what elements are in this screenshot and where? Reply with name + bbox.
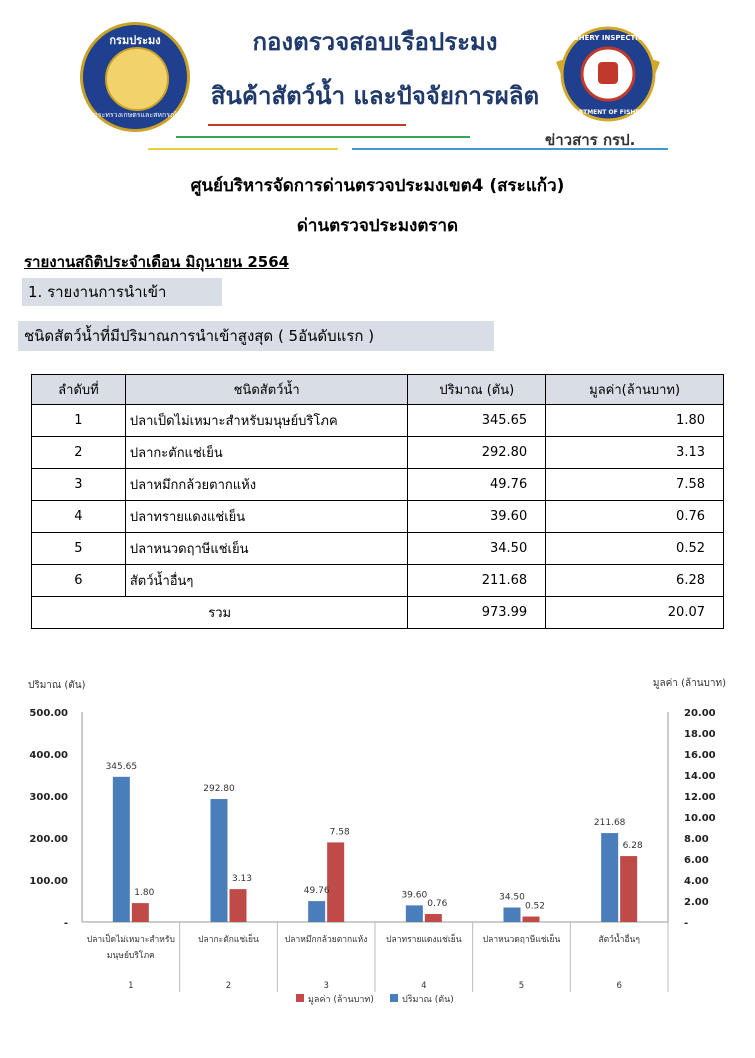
y2-tick-label: 16.00 <box>684 750 716 761</box>
cell-rank: 4 <box>32 501 126 533</box>
table-total-row <box>32 597 724 629</box>
y-axis-ticks <box>29 708 68 929</box>
table-row <box>32 533 724 565</box>
cell-rank: 5 <box>32 533 126 565</box>
x-rank-label: 6 <box>616 981 622 991</box>
y2-tick-label: 10.00 <box>684 813 716 824</box>
x-tick-label: ปลาทรายแดงแช่เย็น <box>386 935 462 945</box>
bar-quantity <box>406 905 423 922</box>
decor-line-yellow <box>148 148 338 150</box>
x-axis-labels <box>87 933 640 991</box>
logo-left-subtext: กระทรวงเกษตรและสหกรณ์ <box>93 111 177 119</box>
x-rank-label: 2 <box>225 981 232 991</box>
center-title: ศูนย์บริหารจัดการด่านตรวจประมงเขต4 (สระแก้ว) <box>190 176 565 196</box>
report-title: รายงานสถิติประจำเดือน มิถุนายน 2564 <box>24 253 290 271</box>
chart-bars <box>106 762 643 922</box>
decor-line-red <box>208 124 406 126</box>
cell-quantity: 49.76 <box>408 469 546 501</box>
cell-species: ปลาหนวดฤาษีแช่เย็น <box>125 533 408 565</box>
data-label-quantity: 292.80 <box>203 784 235 795</box>
cell-rank: 1 <box>32 405 126 437</box>
bar-quantity <box>113 777 130 922</box>
total-value: 20.07 <box>546 597 724 629</box>
cell-rank: 3 <box>32 469 126 501</box>
data-label-value: 6.28 <box>622 841 643 852</box>
cell-quantity: 211.68 <box>408 565 546 597</box>
x-rank-label: 1 <box>128 981 134 991</box>
y-tick-label: - <box>63 918 68 929</box>
x-tick-label: ปลาหมึกกล้วยตากแห้ง <box>284 935 368 945</box>
logo-right-top-text: FISHERY INSPECTION <box>566 34 650 42</box>
legend-swatch-value <box>296 994 304 1002</box>
header-value: มูลค่า(ล้านบาท) <box>546 375 724 405</box>
chart-legend <box>296 994 454 1005</box>
bar-value <box>620 856 637 922</box>
legend-swatch-quantity <box>390 994 398 1002</box>
y2-axis-label: มูลค่า (ล้านบาท) <box>652 678 726 689</box>
cell-species: ปลาทรายแดงแช่เย็น <box>125 501 408 533</box>
bar-quantity <box>308 901 325 922</box>
y2-tick-label: 2.00 <box>684 897 709 908</box>
table-row <box>32 565 724 597</box>
x-rank-label: 3 <box>323 981 329 991</box>
data-label-quantity: 34.50 <box>499 892 525 903</box>
data-label-value: 0.76 <box>427 899 448 910</box>
header-title-line2: สินค้าสัตว์น้ำ และปัจจัยการผลิต <box>210 82 540 110</box>
x-tick-label: ปลาเป็ดไม่เหมาะสำหรับ <box>86 935 175 945</box>
cell-rank: 6 <box>32 565 126 597</box>
news-label: ข่าวสาร กรป. <box>545 131 636 149</box>
y-tick-label: 500.00 <box>29 708 68 719</box>
x-tick-label: ปลากะตักแช่เย็น <box>198 935 259 945</box>
chart-grid <box>82 712 668 992</box>
section-import-heading: 1. รายงานการนำเข้า <box>22 278 222 306</box>
y-tick-label: 400.00 <box>29 750 68 761</box>
logo-right-bottom-text: DEPARTMENT OF FISHERIES <box>561 109 655 116</box>
header-title-line1: กองตรวจสอบเรือประมง <box>252 28 498 56</box>
decor-line-green <box>176 136 470 138</box>
x-rank-label: 4 <box>421 981 427 991</box>
cell-value: 7.58 <box>546 469 724 501</box>
y-tick-label: 300.00 <box>29 792 68 803</box>
bar-quantity <box>504 908 521 922</box>
bar-quantity <box>601 833 618 922</box>
x-rank-label: 5 <box>518 981 525 991</box>
data-label-quantity: 39.60 <box>401 890 428 901</box>
table-row <box>32 405 724 437</box>
data-label-value: 3.13 <box>231 874 253 885</box>
department-of-fisheries-logo <box>80 22 190 132</box>
import-chart <box>24 668 730 1020</box>
data-label-quantity: 211.68 <box>593 818 626 829</box>
y2-tick-label: 12.00 <box>684 792 716 803</box>
section-top5-heading: ชนิดสัตว์น้ำที่มีปริมาณการนำเข้าสูงสุด ( 5อันดับแรก ) <box>18 321 494 351</box>
bar-value <box>230 889 247 922</box>
y2-tick-label: 6.00 <box>684 855 709 866</box>
cell-value: 0.76 <box>546 501 724 533</box>
cell-species: ปลาหมึกกล้วยตากแห้ง <box>125 469 408 501</box>
center-subtitle: ด่านตรวจประมงตราด <box>296 216 459 236</box>
total-quantity: 973.99 <box>408 597 546 629</box>
x-tick-label-line2: มนุษย์บริโภค <box>106 951 155 961</box>
header-species: ชนิดสัตว์น้ำ <box>125 375 408 405</box>
data-label-quantity: 49.76 <box>303 886 330 897</box>
y2-tick-label: 20.00 <box>684 708 716 719</box>
cell-quantity: 39.60 <box>408 501 546 533</box>
bar-value <box>327 842 344 922</box>
y2-tick-label: 14.00 <box>684 771 716 782</box>
seal-emblem-icon <box>105 47 169 111</box>
data-label-value: 1.80 <box>134 888 155 899</box>
data-label-value: 0.52 <box>524 901 546 912</box>
total-label: รวม <box>32 597 408 629</box>
y-tick-label: 200.00 <box>29 834 68 845</box>
table-row <box>32 501 724 533</box>
y2-tick-label: 8.00 <box>684 834 709 845</box>
cell-quantity: 345.65 <box>408 405 546 437</box>
table-row <box>32 469 724 501</box>
legend-label-quantity: ปริมาณ (ตัน) <box>402 995 454 1005</box>
y2-tick-label: - <box>684 918 689 929</box>
x-tick-label: ปลาหนวดฤาษีแช่เย็น <box>482 935 561 945</box>
cell-rank: 2 <box>32 437 126 469</box>
header-rank: ลำดับที่ <box>32 375 126 405</box>
header-quantity: ปริมาณ (ตัน) <box>408 375 546 405</box>
x-tick-label: สัตว์น้ำอื่นๆ <box>598 935 640 945</box>
data-label-quantity: 345.65 <box>105 761 138 772</box>
cell-value: 0.52 <box>546 533 724 565</box>
cell-species: ปลากะตักแช่เย็น <box>125 437 408 469</box>
cell-quantity: 34.50 <box>408 533 546 565</box>
y-axis-label: ปริมาณ (ตัน) <box>28 680 86 691</box>
bar-quantity <box>211 799 228 922</box>
cell-species: สัตว์น้ำอื่นๆ <box>125 565 408 597</box>
badge-emblem-icon <box>598 62 618 84</box>
import-table <box>31 374 724 629</box>
data-label-value: 7.58 <box>329 827 350 838</box>
bar-value <box>132 903 149 922</box>
y2-axis-ticks <box>684 708 716 929</box>
y2-tick-label: 18.00 <box>684 729 716 740</box>
cell-species: ปลาเป็ดไม่เหมาะสำหรับมนุษย์บริโภค <box>125 405 408 437</box>
legend-label-value: มูลค่า (ล้านบาท) <box>308 995 374 1005</box>
cell-value: 3.13 <box>546 437 724 469</box>
table-row <box>32 437 724 469</box>
cell-value: 1.80 <box>546 405 724 437</box>
y-tick-label: 100.00 <box>29 876 68 887</box>
fishery-inspection-logo <box>552 22 664 126</box>
bar-value <box>523 917 540 922</box>
table-header-row <box>32 375 724 405</box>
cell-value: 6.28 <box>546 565 724 597</box>
cell-quantity: 292.80 <box>408 437 546 469</box>
logo-left-text: กรมประมง <box>109 34 161 47</box>
bar-value <box>425 914 442 922</box>
y2-tick-label: 4.00 <box>684 876 709 887</box>
